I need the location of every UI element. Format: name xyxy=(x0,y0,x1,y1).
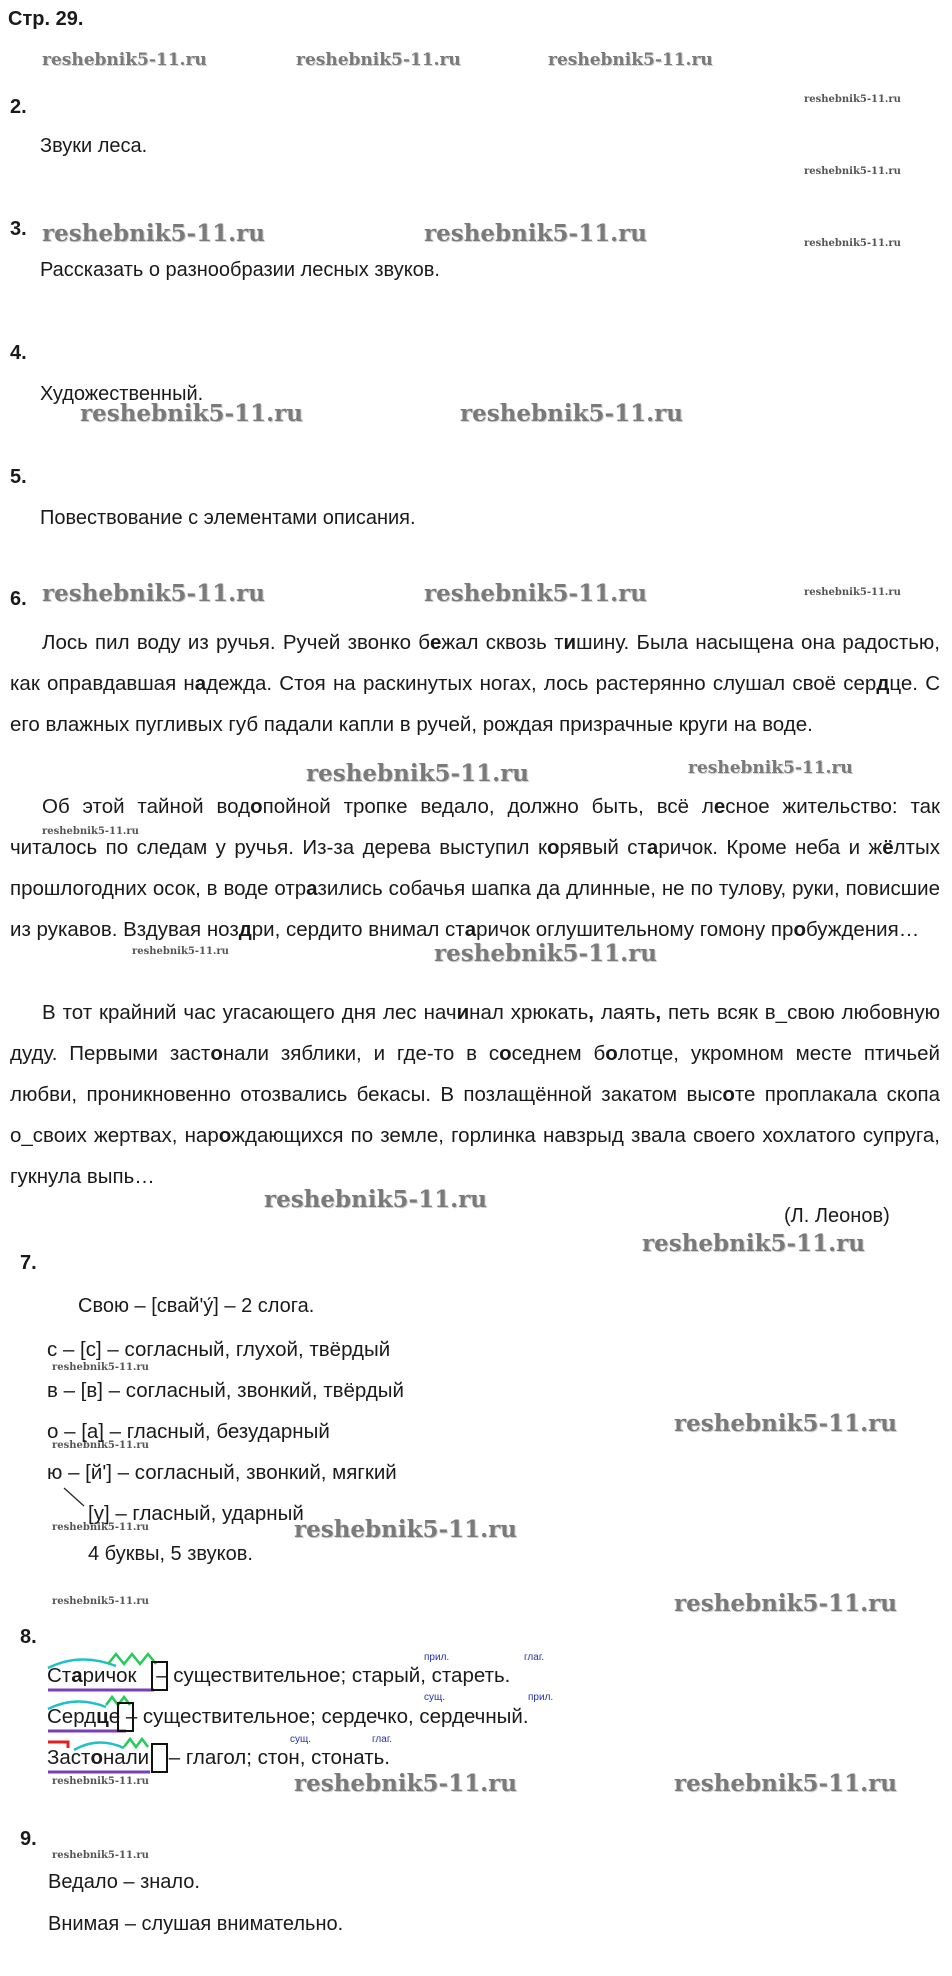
task-7-line: [у] – гласный, ударный xyxy=(88,1502,304,1525)
watermark: reshebnik5-11.ru xyxy=(294,1770,517,1797)
watermark: reshebnik5-11.ru xyxy=(296,50,461,70)
prefix-mark xyxy=(48,1742,68,1748)
watermark: reshebnik5-11.ru xyxy=(264,1186,487,1213)
watermark: reshebnik5-11.ru xyxy=(674,1770,897,1797)
task-2-number: 2. xyxy=(10,96,27,118)
task-6-paragraph-2: Об этой тайной водопойной тропке ведало, должно быть, всё лесное жительство: так читалось по следам у ручья. Из-за дерева выступил корявый старичок. Кроме неба и жёлтых прошлогодних осок, в воде отразились собачья шапка да длинные, не по тулову, руки, повисшие из рукавов. Вздувая ноздри, сердито внимал старичок оглушительному гомону пробуждения… xyxy=(10,795,941,941)
watermark: reshebnik5-11.ru xyxy=(52,1362,149,1373)
watermark: reshebnik5-11.ru xyxy=(424,220,647,247)
watermark: reshebnik5-11.ru xyxy=(42,220,265,247)
watermark: reshebnik5-11.ru xyxy=(306,760,529,787)
task-9-number: 9. xyxy=(20,1828,37,1850)
page-title: Стр. 29. xyxy=(8,8,84,30)
suffix-mark xyxy=(124,1739,148,1747)
task-6-author: (Л. Леонов) xyxy=(784,1205,890,1227)
watermark: reshebnik5-11.ru xyxy=(80,400,303,427)
task-7-summary: 4 буквы, 5 звуков. xyxy=(88,1543,253,1565)
task-8-tag: прил. xyxy=(528,1692,554,1703)
watermark: reshebnik5-11.ru xyxy=(548,50,713,70)
watermark: reshebnik5-11.ru xyxy=(804,238,901,249)
root-arc xyxy=(74,1742,124,1750)
watermark: reshebnik5-11.ru xyxy=(688,758,853,778)
task-8-tag: сущ. xyxy=(290,1734,312,1745)
watermark: reshebnik5-11.ru xyxy=(434,940,657,967)
watermark: reshebnik5-11.ru xyxy=(294,1516,517,1543)
task-8-tag: сущ. xyxy=(424,1692,446,1703)
task-8-tag: глаг. xyxy=(372,1734,393,1745)
task-9-line: Внимая – слушая внимательно. xyxy=(48,1913,344,1935)
watermark: reshebnik5-11.ru xyxy=(52,1440,149,1451)
watermark: reshebnik5-11.ru xyxy=(42,826,139,837)
ending-box xyxy=(152,1662,167,1690)
task-8-number: 8. xyxy=(20,1626,37,1648)
task-8-row: Сердце – существительное; сердечко, сердечный. xyxy=(47,1705,529,1728)
task-7-line: с – [с] – согласный, глухой, твёрдый xyxy=(47,1338,391,1361)
watermark: reshebnik5-11.ru xyxy=(674,1410,897,1437)
watermark: reshebnik5-11.ru xyxy=(804,166,901,177)
watermark: reshebnik5-11.ru xyxy=(52,1596,149,1607)
ending-box xyxy=(152,1744,167,1772)
task-8-row: Старичок – существительное; старый, стареть. xyxy=(47,1664,511,1687)
task-3-answer: Рассказать о разнообразии лесных звуков. xyxy=(40,259,440,281)
task-8-tag: прил. xyxy=(424,1652,450,1663)
connector-line xyxy=(64,1488,84,1506)
watermark: reshebnik5-11.ru xyxy=(132,946,229,957)
task-6-paragraph-3: В тот крайний час угасающего дня лес начинал хрюкать, лаять, петь всяк в_свою любовную дуду. Первыми застонали зяблики, и где-то в соседнем болотце, укромном месте птичьей любви, проникновенно отозвались бекасы. В позлащённой закатом высоте проплакала скопа о_своих жертвах, нарождающихся по земле, горлинка навзрыд звала своего хохлатого супруга, гукнула выпь… xyxy=(10,1001,940,1188)
task-6-paragraph-1: Лось пил воду из ручья. Ручей звонко бежал сквозь тишину. Была насыщена она радостью, как оправдавшая надежда. Стоя на раскинутых ногах, лось растерянно слушал своё сердце. С его влажных пугливых губ падали капли в ручей, рождая призрачные круги на воде. xyxy=(10,631,941,736)
watermark: reshebnik5-11.ru xyxy=(642,1230,865,1257)
task-2-answer: Звуки леса. xyxy=(40,135,148,157)
watermark: reshebnik5-11.ru xyxy=(804,587,901,598)
watermark: reshebnik5-11.ru xyxy=(52,1522,149,1533)
ending-box xyxy=(118,1703,133,1731)
watermark: reshebnik5-11.ru xyxy=(460,400,683,427)
task-7-line: в – [в] – согласный, звонкий, твёрдый xyxy=(47,1379,404,1402)
task-8-tag: глаг. xyxy=(524,1652,545,1663)
root-arc xyxy=(48,1659,116,1668)
root-arc xyxy=(48,1701,106,1709)
watermark: reshebnik5-11.ru xyxy=(674,1590,897,1617)
task-8-row: Застонали – глагол; стон, стонать. xyxy=(47,1746,390,1769)
task-7-line: ю – [й'] – согласный, звонкий, мягкий xyxy=(47,1461,397,1484)
watermark: reshebnik5-11.ru xyxy=(804,94,901,105)
suffix-mark xyxy=(108,1654,156,1664)
task-5-answer: Повествование с элементами описания. xyxy=(40,507,416,529)
watermark: reshebnik5-11.ru xyxy=(52,1850,149,1861)
task-4-number: 4. xyxy=(10,342,27,364)
task-4-answer: Художественный. xyxy=(40,383,204,405)
task-7-line: о – [а] – гласный, безударный xyxy=(47,1420,330,1443)
watermark: reshebnik5-11.ru xyxy=(42,580,265,607)
task-3-number: 3. xyxy=(10,218,27,240)
task-5-number: 5. xyxy=(10,466,27,488)
watermark: reshebnik5-11.ru xyxy=(52,1776,149,1787)
task-6-number: 6. xyxy=(10,588,27,610)
watermark: reshebnik5-11.ru xyxy=(424,580,647,607)
task-9-line: Ведало – знало. xyxy=(48,1871,200,1893)
task-7-number: 7. xyxy=(20,1252,37,1274)
task-7-word-line: Свою – [свай'у́] – 2 слога. xyxy=(78,1295,315,1317)
watermark: reshebnik5-11.ru xyxy=(42,50,207,70)
